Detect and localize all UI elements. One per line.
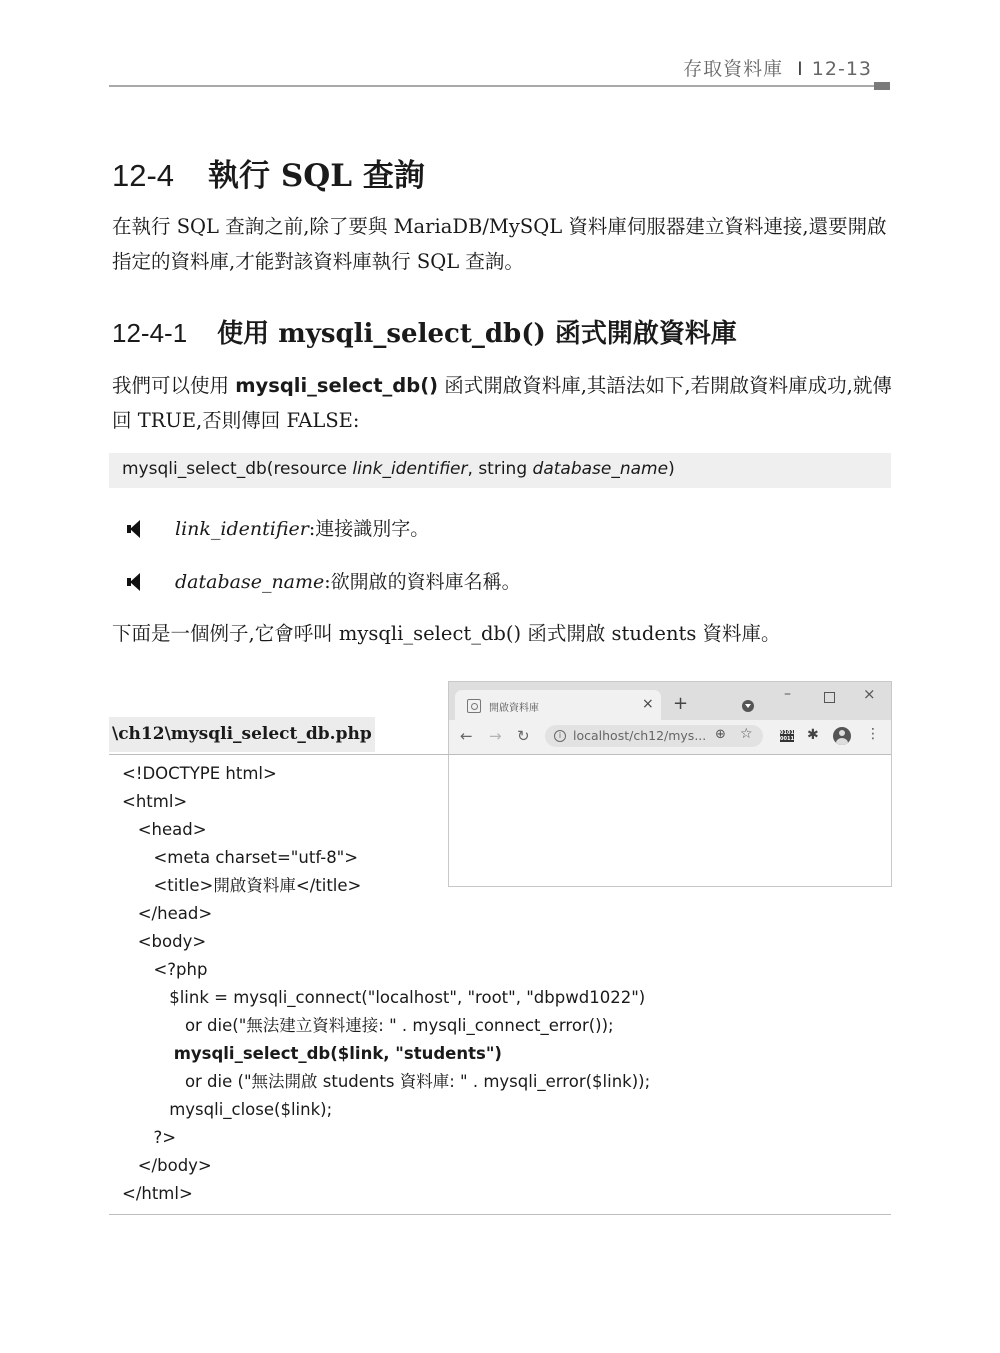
page-number: 12-13 [811, 58, 872, 80]
code-line: or die("無法建立資料連接: " . mysqli_connect_error()); [122, 1016, 614, 1035]
subsection-title: 使用 mysqli_select_db() 函式開啟資料庫 [217, 319, 737, 349]
new-tab-button[interactable]: + [673, 693, 689, 714]
browser-tab-bar [449, 682, 891, 720]
code-line: </body> [122, 1156, 212, 1175]
puzzle-icon[interactable]: ✱ [807, 727, 819, 743]
intro-text: 我們可以使用 [112, 374, 236, 397]
listing-filename: \ch12\mysqli_select_db.php [109, 717, 375, 752]
syntax-line [122, 459, 675, 479]
header-rule [109, 85, 874, 87]
chapter-title: 存取資料庫 [683, 58, 784, 80]
menu-icon[interactable]: ⋮ [866, 726, 880, 742]
code-line: mysqli_close($link); [122, 1100, 333, 1119]
header-marker [874, 82, 890, 90]
intro-text-rest: 函式開啟資料庫,其語法如下,若開啟資料庫成功,就傳回 TRUE,否則傳回 FALSE: [112, 374, 892, 432]
maximize-button[interactable] [824, 692, 835, 703]
section-title: 執行 SQL 查詢 [208, 158, 425, 194]
syntax-suffix: ) [668, 459, 675, 479]
listing-bottom-rule [109, 1214, 891, 1215]
tab-title: 開啟資料庫 [489, 703, 539, 714]
param-desc: :連接識別字。 [308, 518, 430, 540]
header-separator: I [797, 58, 804, 80]
binary-icon[interactable]: 0101 0011 [780, 730, 794, 742]
code-line: <body> [122, 932, 207, 951]
section-intro: 在執行 SQL 查詢之前,除了要與 MariaDB/MySQL 資料庫伺服器建立資料連接,還要開啟指定的資料庫,才能對該資料庫執行 SQL 查詢。 [112, 215, 887, 273]
intro-function-name: mysqli_select_db() [235, 374, 439, 397]
syntax-param-link: link_identifier [352, 459, 468, 479]
example-intro: 下面是一個例子,它會呼叫 mysqli_select_db() 函式開啟 students 資料庫。 [112, 622, 781, 645]
zoom-icon[interactable]: ⊕ [715, 727, 726, 742]
param-item [127, 514, 429, 541]
code-line: <head> [122, 820, 207, 839]
code-line: ?> [122, 1128, 177, 1147]
bullet-icon [127, 520, 141, 538]
code-line: </head> [122, 904, 213, 923]
syntax-middle: , string [467, 459, 533, 479]
code-line: <!DOCTYPE html> [122, 764, 277, 783]
param-desc: :欲開啟的資料庫名稱。 [324, 571, 521, 593]
section-number: 12-4 [112, 158, 175, 193]
tab-favicon-icon [467, 699, 481, 713]
code-line: <html> [122, 792, 188, 811]
forward-button[interactable]: → [489, 727, 502, 745]
code-line: $link = mysqli_connect("localhost", "root", "dbpwd1022") [122, 988, 646, 1007]
star-icon[interactable]: ☆ [740, 726, 753, 742]
code-line: </html> [122, 1184, 193, 1203]
subsection-intro [112, 368, 892, 438]
listing-top-rule [109, 754, 891, 755]
browser-toolbar [449, 720, 891, 755]
tab-close-icon[interactable]: × [642, 696, 654, 712]
chevron-down-icon[interactable] [742, 700, 754, 712]
subsection-heading [112, 313, 737, 350]
param-term: link_identifier [175, 518, 309, 540]
section-heading [112, 150, 425, 195]
param-term: database_name [175, 571, 325, 593]
code-line-highlight: mysqli_select_db($link, "students") [122, 1044, 502, 1063]
code-line: <title>開啟資料庫</title> [122, 876, 362, 895]
bullet-icon [127, 573, 141, 591]
address-bar[interactable] [545, 725, 763, 747]
address-url[interactable]: localhost/ch12/mys... [573, 728, 707, 743]
minimize-button[interactable]: – [784, 686, 791, 702]
code-line: or die ("無法開啟 students 資料庫: " . mysqli_error($link)); [122, 1072, 651, 1091]
syntax-param-db: database_name [532, 459, 669, 479]
avatar-icon[interactable] [833, 727, 851, 745]
running-header [683, 54, 872, 81]
info-icon[interactable]: i [554, 730, 566, 742]
param-item [127, 567, 521, 594]
close-window-button[interactable]: × [863, 685, 876, 703]
subsection-number: 12-4-1 [112, 318, 188, 348]
code-line: <?php [122, 960, 208, 979]
syntax-prefix: mysqli_select_db(resource [122, 459, 353, 479]
code-listing [122, 760, 650, 1208]
reload-button[interactable]: ↻ [517, 727, 530, 745]
code-line: <meta charset="utf-8"> [122, 848, 359, 867]
back-button[interactable]: ← [460, 727, 473, 745]
browser-tab[interactable] [455, 690, 661, 720]
